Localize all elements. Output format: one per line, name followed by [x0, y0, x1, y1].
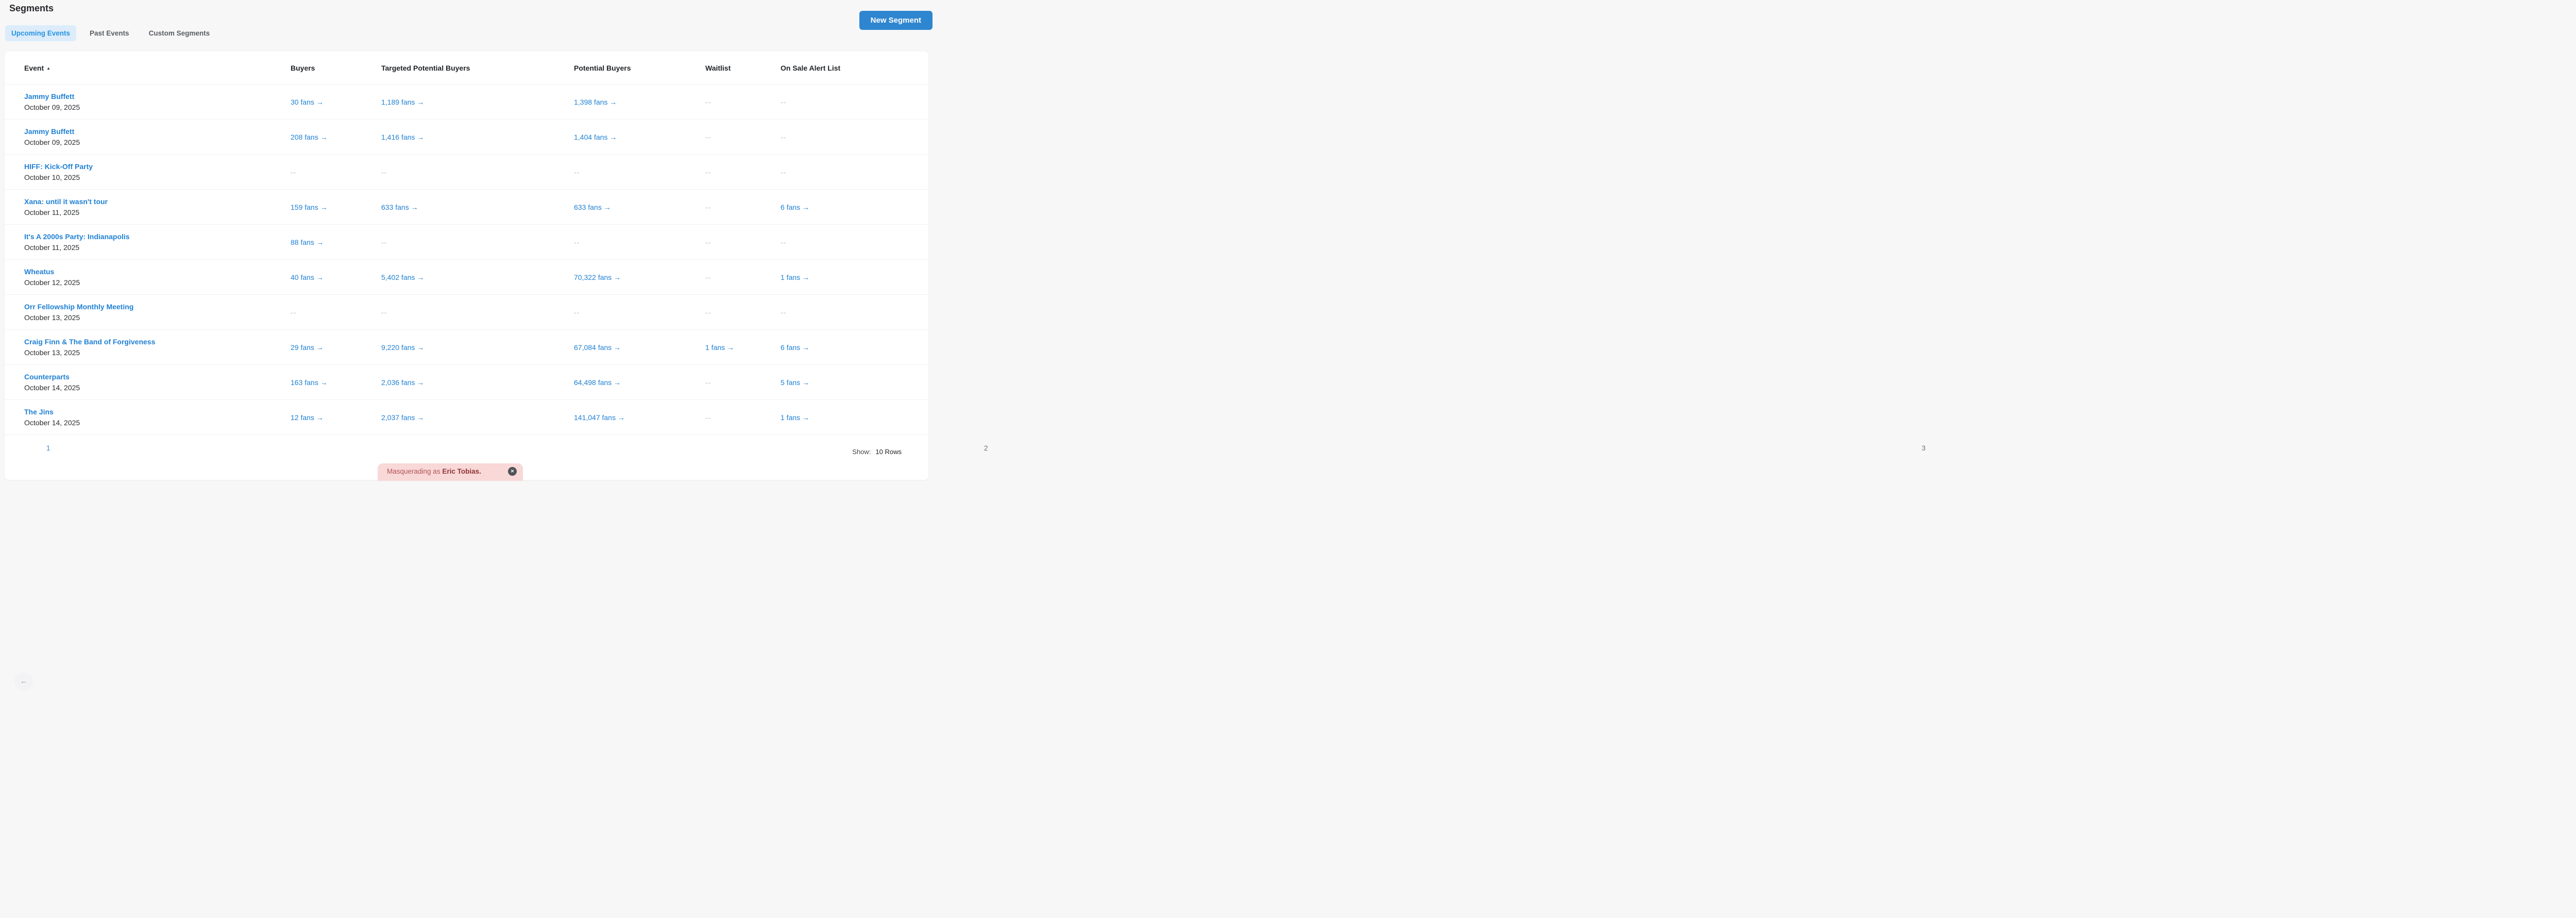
event-link[interactable]: Craig Finn & The Band of Forgiveness: [24, 338, 156, 346]
rows-per-page-value[interactable]: 10 Rows: [875, 448, 902, 456]
empty-value: --: [705, 238, 711, 246]
buyers-link[interactable]: 30 fans →: [291, 97, 324, 106]
targeted-potential-buyers-link[interactable]: 2,036 fans →: [381, 378, 425, 387]
event-link[interactable]: The Jins: [24, 408, 54, 416]
empty-value: --: [781, 97, 787, 106]
empty-value: --: [705, 132, 711, 141]
empty-value: --: [781, 132, 787, 141]
potential-buyers-link[interactable]: 141,047 fans →: [574, 413, 625, 422]
empty-value: --: [781, 168, 787, 176]
table-body: [5, 85, 928, 435]
masquerade-banner-text: [387, 468, 481, 475]
buyers-link[interactable]: 159 fans →: [291, 203, 328, 211]
buyers-link[interactable]: 208 fans →: [291, 132, 328, 141]
event-link[interactable]: Jammy Buffett: [24, 92, 75, 101]
column-header-event[interactable]: [24, 64, 291, 72]
column-header-on-sale-alert-list[interactable]: On Sale Alert List: [781, 63, 841, 72]
targeted-potential-buyers-link[interactable]: 9,220 fans →: [381, 343, 425, 352]
empty-value: --: [705, 203, 711, 211]
empty-value: --: [705, 273, 711, 281]
table-row: [5, 155, 928, 190]
event-date: October 11, 2025: [24, 208, 80, 216]
pagination-prev-button[interactable]: [14, 672, 33, 691]
empty-value: --: [381, 238, 387, 246]
rows-per-page-selector: [852, 448, 902, 456]
buyers-link[interactable]: 29 fans →: [291, 343, 324, 352]
masquerade-banner: [378, 463, 523, 481]
pagination-pages: [46, 444, 2576, 918]
event-link[interactable]: Orr Fellowship Monthly Meeting: [24, 303, 134, 311]
potential-buyers-link[interactable]: 70,322 fans →: [574, 273, 621, 281]
on-sale-alert-list-link[interactable]: 6 fans →: [781, 203, 810, 211]
masquerade-prefix: Masquerading as: [387, 468, 440, 475]
empty-value: --: [574, 308, 580, 316]
table-row: [5, 85, 928, 120]
table-row: [5, 365, 928, 400]
page-button-2[interactable]: 2: [984, 444, 988, 452]
empty-value: --: [705, 168, 711, 176]
tab-bar: [5, 25, 216, 41]
table-row: [5, 190, 928, 225]
column-header-potential-buyers[interactable]: Potential Buyers: [574, 63, 631, 72]
empty-value: --: [381, 168, 387, 176]
event-date: October 13, 2025: [24, 313, 80, 322]
table-row: [5, 400, 928, 435]
event-date: October 11, 2025: [24, 243, 80, 252]
empty-value: --: [781, 308, 787, 316]
tab-custom-segments[interactable]: Custom Segments: [148, 29, 210, 37]
rows-per-page-label: Show:: [852, 448, 871, 456]
on-sale-alert-list-link[interactable]: 6 fans →: [781, 343, 810, 352]
targeted-potential-buyers-link[interactable]: 2,037 fans →: [381, 413, 425, 422]
waitlist-link[interactable]: 1 fans →: [705, 343, 735, 352]
event-date: October 13, 2025: [24, 348, 80, 357]
empty-value: --: [291, 168, 297, 176]
empty-value: --: [381, 308, 387, 316]
page-button-1[interactable]: 1: [46, 444, 50, 452]
event-date: October 10, 2025: [24, 173, 80, 181]
table-row: [5, 295, 928, 330]
potential-buyers-link[interactable]: 633 fans →: [574, 203, 611, 211]
arrow-left-icon: ←: [20, 677, 28, 686]
page-title: Segments: [9, 3, 54, 13]
event-link[interactable]: Counterparts: [24, 373, 70, 381]
empty-value: --: [705, 308, 711, 316]
buyers-link[interactable]: 163 fans →: [291, 378, 328, 387]
buyers-link[interactable]: 40 fans →: [291, 273, 324, 281]
tab-past-events[interactable]: Past Events: [90, 29, 129, 37]
empty-value: --: [781, 238, 787, 246]
table-row: [5, 225, 928, 260]
table-header-row: [5, 52, 928, 85]
buyers-link[interactable]: 12 fans →: [291, 413, 324, 422]
empty-value: --: [705, 413, 711, 422]
event-date: October 09, 2025: [24, 103, 80, 111]
event-link[interactable]: Wheatus: [24, 268, 55, 276]
event-date: October 09, 2025: [24, 138, 80, 146]
on-sale-alert-list-link[interactable]: 1 fans →: [781, 273, 810, 281]
on-sale-alert-list-link[interactable]: 5 fans →: [781, 378, 810, 387]
targeted-potential-buyers-link[interactable]: 633 fans →: [381, 203, 418, 211]
potential-buyers-link[interactable]: 1,404 fans →: [574, 132, 617, 141]
potential-buyers-link[interactable]: 1,398 fans →: [574, 97, 617, 106]
column-header-event-label: Event: [24, 63, 44, 72]
potential-buyers-link[interactable]: 67,084 fans →: [574, 343, 621, 352]
table-row: [5, 260, 928, 295]
sort-asc-icon: ▲: [46, 65, 51, 71]
event-link[interactable]: It's A 2000s Party: Indianapolis: [24, 232, 130, 241]
empty-value: --: [705, 97, 711, 106]
empty-value: --: [574, 238, 580, 246]
event-link[interactable]: Jammy Buffett: [24, 127, 75, 136]
buyers-link[interactable]: 88 fans →: [291, 238, 324, 246]
on-sale-alert-list-link[interactable]: 1 fans →: [781, 413, 810, 422]
potential-buyers-link[interactable]: 64,498 fans →: [574, 378, 621, 387]
column-header-targeted-potential-buyers[interactable]: Targeted Potential Buyers: [381, 63, 470, 72]
masquerade-user: Eric Tobias.: [442, 468, 481, 475]
pagination: [14, 444, 2576, 918]
empty-value: --: [574, 168, 580, 176]
event-link[interactable]: Xana: until it wasn't tour: [24, 197, 108, 206]
empty-value: --: [705, 378, 711, 387]
event-link[interactable]: HIFF: Kick-Off Party: [24, 162, 93, 171]
event-date: October 12, 2025: [24, 278, 80, 287]
table-row: [5, 330, 928, 365]
targeted-potential-buyers-link[interactable]: 1,189 fans →: [381, 97, 425, 106]
page-button-3[interactable]: 3: [1922, 444, 1926, 452]
table-row: [5, 120, 928, 155]
targeted-potential-buyers-link[interactable]: 1,416 fans →: [381, 132, 425, 141]
empty-value: --: [291, 308, 297, 316]
segments-table-card: [5, 52, 928, 480]
event-date: October 14, 2025: [24, 383, 80, 392]
column-header-buyers[interactable]: Buyers: [291, 63, 315, 72]
close-icon[interactable]: ✕: [508, 467, 517, 476]
column-header-waitlist[interactable]: Waitlist: [705, 63, 731, 72]
event-date: October 14, 2025: [24, 419, 80, 427]
targeted-potential-buyers-link[interactable]: 5,402 fans →: [381, 273, 425, 281]
new-segment-button[interactable]: New Segment: [859, 11, 933, 30]
tab-upcoming-events[interactable]: Upcoming Events: [5, 25, 76, 41]
